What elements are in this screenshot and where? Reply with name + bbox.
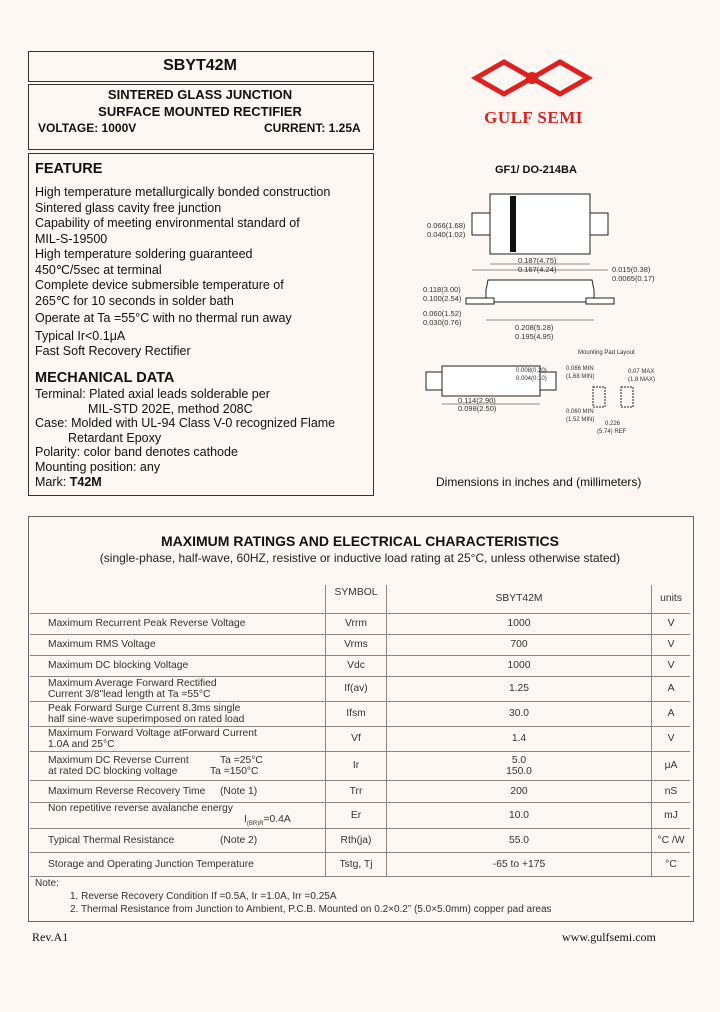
unit-cell: nS xyxy=(652,780,691,802)
dim-label: 0.040(1.02) xyxy=(427,230,466,239)
param-cell: Maximum Forward Voltage atForward Current 1.0A and 25°C xyxy=(30,726,326,751)
notes-divider xyxy=(30,876,690,877)
value-cell: 10.0 xyxy=(387,802,652,828)
package-name: GF1/ DO-214BA xyxy=(495,164,577,176)
symbol-cell: Vf xyxy=(326,726,387,751)
dim-label: 0.008(0.20) xyxy=(516,368,547,374)
pad-layout-title: Mounting Pad Layout xyxy=(578,350,635,356)
dim-label: 0.015(0.38) xyxy=(612,265,651,274)
mark-label: Mark: xyxy=(35,474,67,489)
feature-list xyxy=(35,185,370,360)
unit-cell: V xyxy=(652,634,691,655)
brand-name: GULF SEMI xyxy=(484,108,583,127)
mechanical-line: Retardant Epoxy xyxy=(68,430,162,445)
unit-cell: A xyxy=(652,676,691,701)
dim-label: 0.066(1.68) xyxy=(427,221,466,230)
table-row xyxy=(30,613,690,634)
feature-line: MIL-S-19500 xyxy=(35,231,108,246)
value-cell: 1.25 xyxy=(387,676,652,701)
dim-label: 0.030(0.76) xyxy=(423,318,462,327)
table-row xyxy=(30,828,690,852)
mechanical-line: Case: Molded with UL-94 Class V-0 recognized Flame xyxy=(35,416,336,431)
ratings-table xyxy=(30,585,690,876)
table-row xyxy=(30,802,690,828)
mark-line xyxy=(35,475,370,490)
voltage-rating: VOLTAGE: 1000V xyxy=(38,121,137,135)
value-cell: 1000 xyxy=(387,655,652,676)
symbol-cell: Ifsm xyxy=(326,701,387,726)
param-cell: Maximum DC blocking Voltage xyxy=(30,655,326,676)
pad-dim-label: 0.060 MIN xyxy=(566,409,594,415)
value-cell: 200 xyxy=(387,780,652,802)
param-cell: Maximum DC Reverse Current Ta =25°C at rated DC blocking voltage Ta =150°C xyxy=(30,751,326,780)
dim-label: 0.118(3.00) xyxy=(423,285,461,294)
param-cell: Typical Thermal Resistance (Note 2) xyxy=(30,828,326,852)
unit-cell: V xyxy=(652,655,691,676)
param-cell: Non repetitive reverse avalanche energy $I_{(BR)R}=0.4A$ xyxy=(30,802,326,828)
ratings-title: MAXIMUM RATINGS AND ELECTRICAL CHARACTERISTICS xyxy=(161,533,559,549)
table-row xyxy=(30,726,690,751)
feature-line: Complete device submersible temperature of xyxy=(35,278,284,292)
table-row xyxy=(30,852,690,876)
revision: Rev.A1 xyxy=(32,930,69,944)
table-row xyxy=(30,751,690,780)
value-cell: 5.0 150.0 xyxy=(387,751,652,780)
note-2: 2. Thermal Resistance from Junction to Ambient, P.C.B. Mounted on 0.2×0.2” (5.0×5.0mm) copper pad areas xyxy=(70,904,552,915)
mechanical-line: MIL-STD 202E, method 208C xyxy=(88,401,253,416)
value-cell: 1.4 xyxy=(387,726,652,751)
feature-line: 450℃/5sec at terminal xyxy=(35,262,162,277)
symbol-cell: Ir xyxy=(326,751,387,780)
symbol-cell: Vrrm xyxy=(326,613,387,634)
value-cell: 30.0 xyxy=(387,701,652,726)
description-line-2: SURFACE MOUNTED RECTIFIER xyxy=(98,104,302,119)
unit-cell: mJ xyxy=(652,802,691,828)
mechanical-line: Terminal: Plated axial leads solderable per xyxy=(35,387,270,401)
ratings-subtitle: (single-phase, half-wave, 60HZ, resistive or inductive load rating at 25°C, unless otherwise stated) xyxy=(99,551,621,565)
gulf-semi-logo-icon xyxy=(468,54,598,114)
unit-cell: °C /W xyxy=(652,828,691,852)
value-cell: 1000 xyxy=(387,613,652,634)
table-row xyxy=(30,676,690,701)
table-row xyxy=(30,634,690,655)
dim-label: 0.167(4.24) xyxy=(518,265,557,274)
dim-label: 0.004(0.10) xyxy=(516,376,547,382)
description-line-1: SINTERED GLASS JUNCTION xyxy=(107,87,293,102)
drawing-caption: Dimensions in inches and (millimeters) xyxy=(436,475,642,489)
unit-cell: μA xyxy=(652,751,691,780)
param-cell: Maximum Recurrent Peak Reverse Voltage xyxy=(30,613,326,634)
website-link[interactable]: www.gulfsemi.com xyxy=(562,930,656,944)
column-header-part: SBYT42M xyxy=(387,585,652,613)
pad-dim-label: 0.226 xyxy=(605,421,621,427)
param-cell: Maximum Reverse Recovery Time (Note 1) xyxy=(30,780,326,802)
dim-label: 0.100(2.54) xyxy=(423,294,462,303)
symbol-cell: If(av) xyxy=(326,676,387,701)
feature-line: Fast Soft Recovery Rectifier xyxy=(35,344,191,358)
mechanical-line: Polarity: color band denotes cathode xyxy=(35,445,238,460)
feature-line: Capability of meeting environmental standard of xyxy=(35,216,300,230)
feature-line: Sintered glass cavity free junction xyxy=(35,200,222,215)
feature-line: Operate at Ta =55°C with no thermal run away xyxy=(35,311,292,325)
pad-dim-label: (1.68 MIN) xyxy=(566,374,595,380)
symbol-cell: Tstg, Tj xyxy=(326,852,387,876)
notes-label: Note: xyxy=(35,878,59,889)
symbol-cell: Vrms xyxy=(326,634,387,655)
dim-label: 0.060(1.52) xyxy=(423,309,462,318)
feature-line: High temperature metallurgically bonded construction xyxy=(35,185,331,199)
param-cell: Maximum RMS Voltage xyxy=(30,634,326,655)
dim-label: 0.187(4.75) xyxy=(518,256,557,265)
symbol-cell: Vdc xyxy=(326,655,387,676)
pad-dim-label: 0.07 MAX xyxy=(628,369,655,375)
pad-dim-label: (1.8 MAX) xyxy=(628,377,656,383)
part-number: SBYT42M xyxy=(163,57,237,74)
dim-label: 0.0065(0.17) xyxy=(612,274,655,283)
dim-label: 0.098(2.50) xyxy=(458,404,497,413)
param-cell: Storage and Operating Junction Temperature xyxy=(30,852,326,876)
table-row xyxy=(30,655,690,676)
value-cell: 55.0 xyxy=(387,828,652,852)
value-cell: 700 xyxy=(387,634,652,655)
pad-dim-label: (5.74) REF xyxy=(597,429,627,435)
param-cell: Peak Forward Surge Current 8.3ms single half sine-wave superimposed on rated load xyxy=(30,701,326,726)
column-header-units: units xyxy=(660,593,682,605)
pad-dim-label: (1.52 MIN) xyxy=(566,417,595,423)
dim-label: 0.208(5.28) xyxy=(515,323,554,332)
mechanical-heading: MECHANICAL DATA xyxy=(35,370,175,386)
value-cell: -65 to +175 xyxy=(387,852,652,876)
feature-line: 265℃ for 10 seconds in solder bath xyxy=(35,293,234,308)
pad-dim-label: 0.066 MIN xyxy=(566,366,594,372)
unit-cell: °C xyxy=(652,852,691,876)
feature-line: High temperature soldering guaranteed xyxy=(35,247,253,261)
mechanical-line: Mounting position: any xyxy=(35,459,161,474)
table-row xyxy=(30,701,690,726)
mechanical-list xyxy=(35,387,370,489)
column-header-symbol: SYMBOL xyxy=(326,585,387,613)
note-1: 1. Reverse Recovery Condition If =0.5A, Ir =1.0A, Irr =0.25A xyxy=(70,891,337,902)
dim-label: 0.195(4.95) xyxy=(515,332,554,341)
symbol-cell: Er xyxy=(326,802,387,828)
current-rating: CURRENT: 1.25A xyxy=(264,121,361,135)
dim-label: 0.114(2.90) xyxy=(458,396,496,405)
unit-cell: V xyxy=(652,613,691,634)
symbol-cell: Rth(ja) xyxy=(326,828,387,852)
table-row xyxy=(30,780,690,802)
symbol-cell: Trr xyxy=(326,780,387,802)
mark-value: T42M xyxy=(69,474,102,489)
param-cell: Maximum Average Forward Rectified Current 3/8"lead length at Ta =55°C xyxy=(30,676,326,701)
unit-cell: V xyxy=(652,726,691,751)
feature-line: Typical Ir<0.1μA xyxy=(35,328,126,343)
table-header-row xyxy=(30,585,690,613)
feature-heading: FEATURE xyxy=(35,161,103,177)
unit-cell: A xyxy=(652,701,691,726)
